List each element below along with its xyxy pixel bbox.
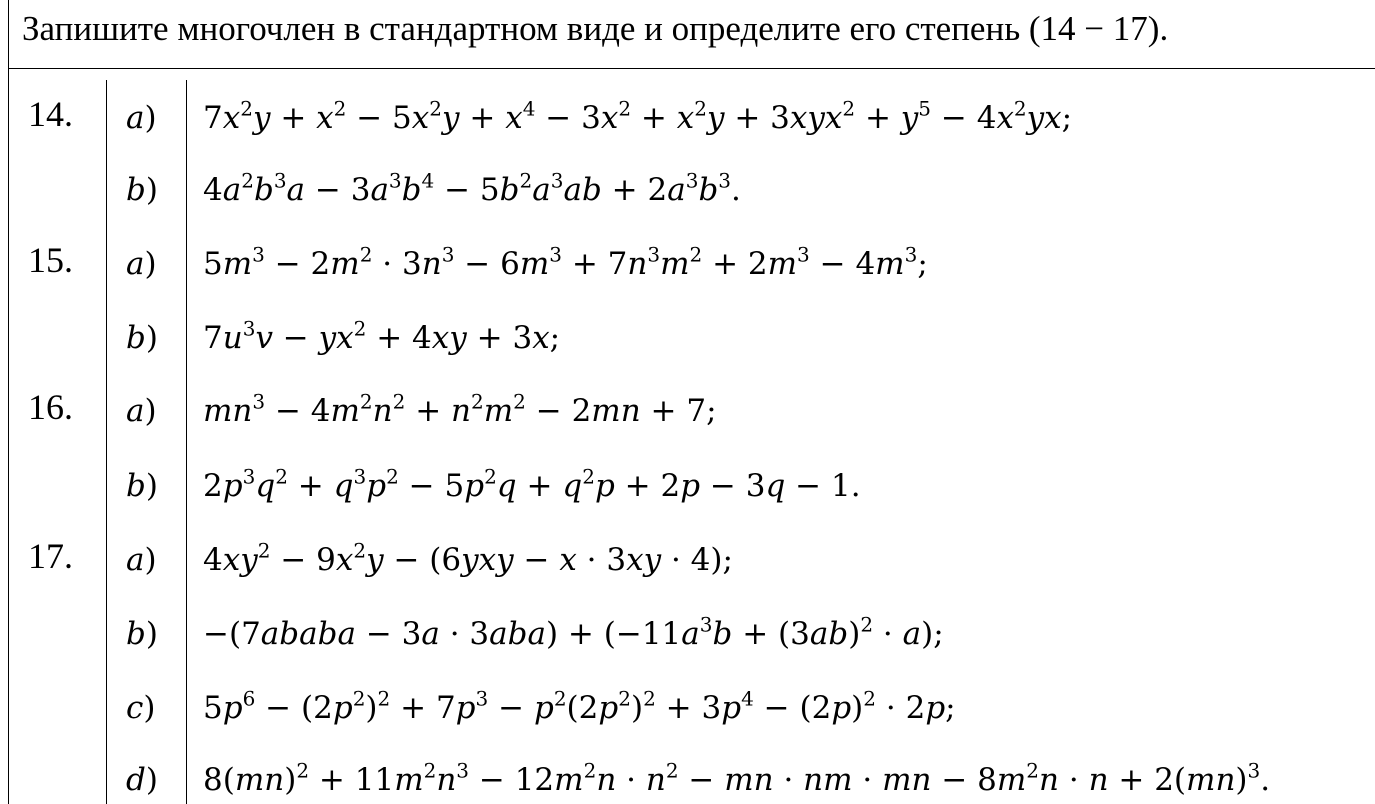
part-label: b) <box>126 468 158 504</box>
polynomial-expression: $5p^6 - (2p^2)^2 + 7p^3 - p^2(2p^2)^2 + 3p^4 - (2p)^2 \cdot 2p$; <box>203 686 956 726</box>
problem-number: 17. <box>28 536 73 576</box>
part-letter: b <box>126 172 146 208</box>
part-letter: b <box>126 320 146 356</box>
problem-number: 16. <box>28 387 73 427</box>
part-letter: a <box>126 542 145 578</box>
part-label: a) <box>126 393 157 429</box>
problem-number: 15. <box>28 240 73 280</box>
polynomial-expression: $4a^2b^3a - 3a^3b^4 - 5b^2a^3ab + 2a^3b^3$. <box>203 168 741 208</box>
part-letter: b <box>126 616 146 652</box>
part-label: b) <box>126 616 158 652</box>
number-column-divider <box>106 80 107 804</box>
part-letter: c <box>126 690 144 726</box>
part-letter: b <box>126 468 146 504</box>
polynomial-expression: $5m^3 - 2m^2 \cdot 3n^3 - 6m^3 + 7n^3m^2 + 2m^3 - 4m^3$; <box>203 242 928 282</box>
polynomial-expression: $4xy^2 - 9x^2y - (6yxy - x \cdot 3xy \cdot 4)$; <box>203 538 733 578</box>
part-letter: a <box>126 393 145 429</box>
polynomial-expression: $mn^3 - 4m^2n^2 + n^2m^2 - 2mn + 7$; <box>203 389 717 429</box>
part-label: a) <box>126 246 157 282</box>
part-letter: a <box>126 246 145 282</box>
polynomial-expression: $7u^3v - yx^2 + 4xy + 3x$; <box>203 316 561 356</box>
polynomial-expression: $7x^2y + x^2 - 5x^2y + x^4 - 3x^2 + x^2y + 3xyx^2 + y^5 - 4x^2yx$; <box>203 96 1073 136</box>
part-label: a) <box>126 100 157 136</box>
polynomial-expression: $2p^3q^2 + q^3p^2 - 5p^2q + q^2p + 2p - 3q - 1$. <box>203 464 861 504</box>
part-letter: a <box>126 100 145 136</box>
polynomial-expression: $8(mn)^2 + 11m^2n^3 - 12m^2n \cdot n^2$ − mn · nm · mn − $8m^2n \cdot n + 2(mn)^3$. <box>203 758 1271 798</box>
polynomial-expression: −(7ababa − $3a \cdot 3aba) + (-11a^3b + (3ab)^2 \cdot a)$; <box>203 612 944 652</box>
part-label: c) <box>126 690 156 726</box>
part-label: b) <box>126 320 158 356</box>
problem-number: 14. <box>28 94 73 134</box>
part-label: a) <box>126 542 157 578</box>
header-divider <box>8 68 1375 69</box>
part-label: d) <box>126 762 158 798</box>
part-letter: d <box>126 762 146 798</box>
task-instruction: Запишите многочлен в стандартном виде и определите его степень (14 − 17). <box>22 9 1169 48</box>
part-label: b) <box>126 172 158 208</box>
label-column-divider <box>186 80 187 804</box>
